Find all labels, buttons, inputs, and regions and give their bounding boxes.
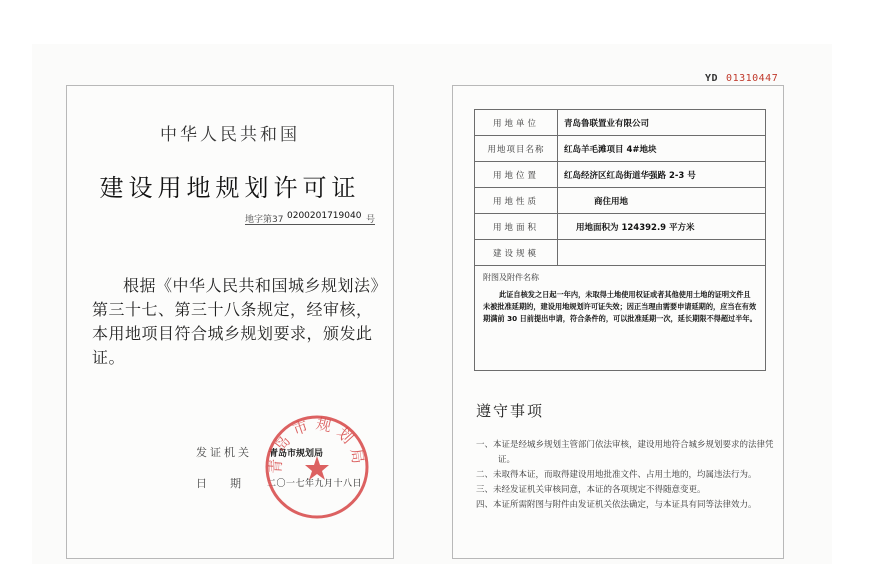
rules-title: 遵守事项: [476, 402, 545, 420]
table-row: [475, 214, 766, 240]
seal-text: 青岛市规划局: [266, 414, 369, 475]
row-label: 用地面积: [475, 214, 558, 240]
issuer-value: 青岛市规划局: [269, 449, 324, 459]
row-label: 用地单位: [475, 110, 558, 136]
serial-value: 01310447: [726, 73, 779, 84]
row-value: [558, 240, 766, 266]
date-label: 日期: [196, 477, 264, 490]
serial-prefix: YD: [705, 73, 719, 84]
certificate-number-suffix: 号: [365, 215, 375, 225]
certificate-number-value: 0200201719040: [287, 211, 362, 221]
serial-number: [705, 73, 778, 84]
rule-item: 三、未经发证机关审核同意，本证的各项规定不得随意变更。: [476, 485, 706, 495]
row-value: 商住用地: [558, 188, 766, 214]
row-value: 红岛羊毛滩项目 4#地块: [558, 136, 766, 162]
land-info-table: [474, 109, 766, 371]
rule-item: 二、未取得本证，而取得建设用地批准文件、占用土地的，均属违法行为。: [476, 470, 757, 480]
table-row: [475, 188, 766, 214]
table-row-notes: [475, 266, 766, 371]
rule-item: 四、本证所需附图与附件由发证机关依法确定，与本证具有同等法律效力。: [476, 500, 757, 510]
row-label: 建设规模: [475, 240, 558, 266]
table-row: [475, 136, 766, 162]
rules-list: [476, 438, 776, 513]
notes-text: 此证自核发之日起一年内，未取得土地使用权证或者其他使用土地的证明文件且未被批准延期的，建设用地规划许可证失效；因正当理由需要申请延期的，应当在有效期满前 30 日前提出申请，符合条件的，可以批准延期一次，延长期限不得超过半年。: [483, 290, 757, 323]
rule-item: 一、本证是经城乡规划主管部门依法审核，建设用地符合城乡规划要求的法律凭证。: [476, 440, 774, 465]
table-row: [475, 110, 766, 136]
row-label: 用地性质: [475, 188, 558, 214]
date-value: 二〇一七年九月十八日: [267, 479, 363, 489]
row-value: 用地面积为 124392.9 平方米: [558, 214, 766, 240]
table-row: [475, 162, 766, 188]
row-value: 青岛鲁联置业有限公司: [558, 110, 766, 136]
issuer-label: 发证机关: [196, 446, 252, 459]
row-value: 红岛经济区红岛街道华强路 2-3 号: [558, 162, 766, 188]
notes-label: 附图及附件名称: [483, 273, 539, 282]
certificate-number-line: [245, 211, 375, 225]
certificate-body-text: 根据《中华人民共和国城乡规划法》第三十七、第三十八条规定，经审核，本用地项目符合城乡规划要求，颁发此证。: [92, 276, 380, 367]
notes-cell: [475, 266, 766, 371]
certificate-number-label: 地字第37: [245, 215, 284, 225]
official-seal-icon: [262, 412, 372, 522]
country-heading: 中华人民共和国: [160, 125, 300, 145]
row-label: 用地位置: [475, 162, 558, 188]
certificate-title: 建设用地规划许可证: [99, 174, 361, 202]
row-label: 用地项目名称: [475, 136, 558, 162]
table-row: [475, 240, 766, 266]
